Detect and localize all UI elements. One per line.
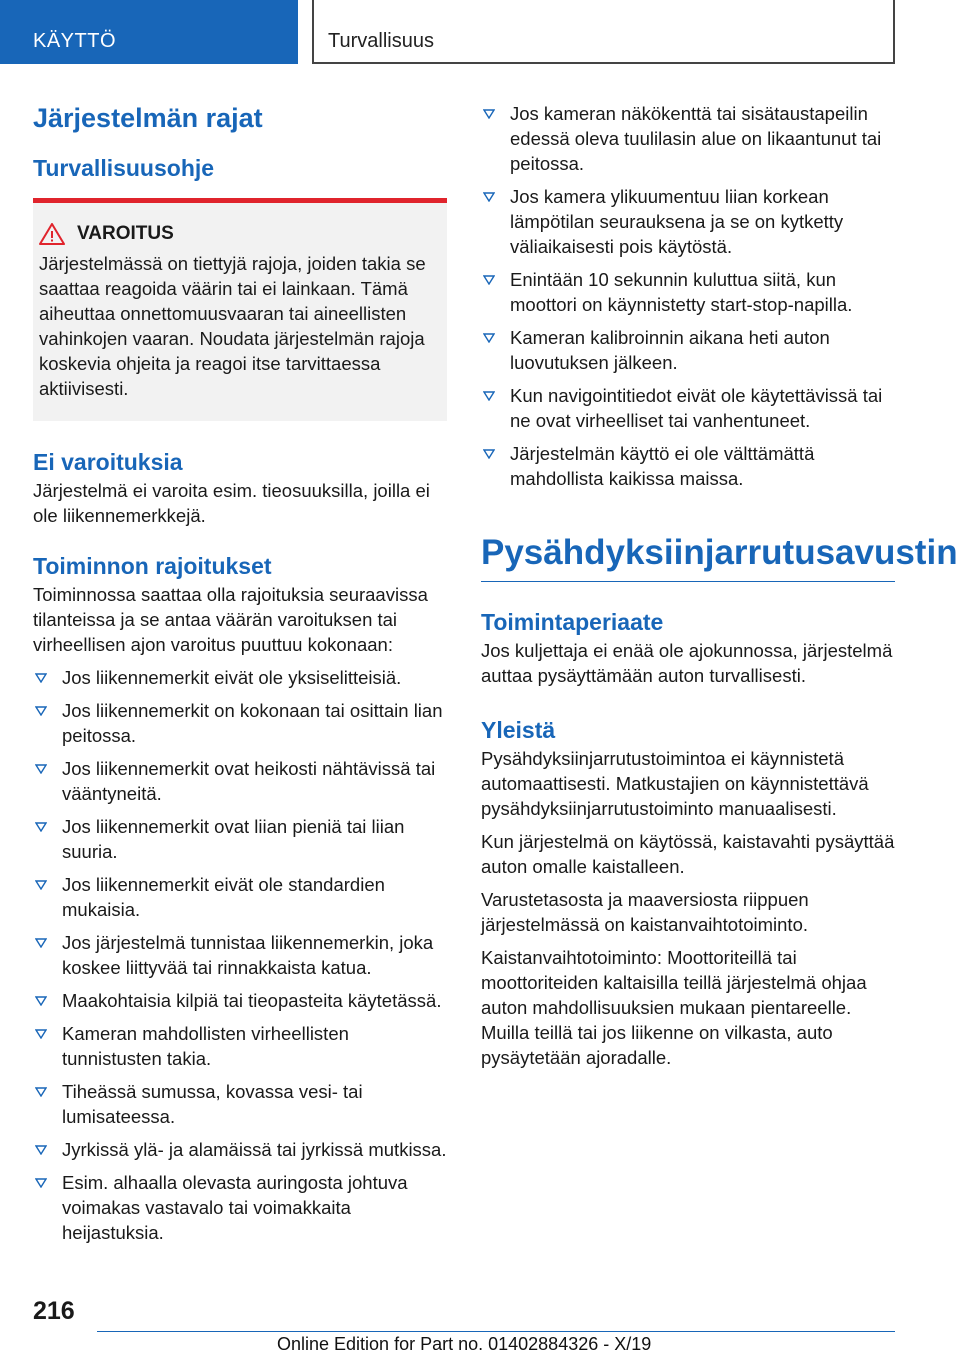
triangle-bullet-icon — [35, 1178, 47, 1188]
edition-note: Online Edition for Part no. 01402884326 - X/19 — [277, 1334, 652, 1354]
list-item: Maakohtaisia kilpiä tai tieopasteita käytetässä. — [33, 988, 447, 1013]
footer-divider — [97, 1331, 895, 1332]
warning-text: Järjestelmässä on tiettyjä rajoja, joiden takia se saattaa reagoida väärin tai ei lainkaan. Tämä aiheuttaa onnettomuusvaaran tai aineellisten vahinkojen vaaran. Noudata järjestelmän rajoja koskevia ohjeita ja reagoi itse tarvittaessa aktiivisesti. — [39, 253, 426, 399]
general-paragraph: Pysähdyksiinjarrutustoimintoa ei käynnistetä automaattisesti. Matkustajien on käynnistettävä pysähdyksiinjarrutustoiminto manuaalisesti. — [481, 748, 869, 819]
warning-box — [33, 198, 447, 421]
limits-list — [33, 665, 447, 1245]
triangle-bullet-icon — [35, 996, 47, 1006]
list-item: Jos liikennemerkit ovat heikosti nähtävissä tai vääntyneitä. — [33, 756, 447, 806]
limits-heading: Toiminnon rajoitukset — [33, 553, 272, 579]
header-section-label: KÄYTTÖ — [0, 0, 298, 64]
no-warnings-text: Järjestelmä ei varoita esim. tieosuuksilla, joilla ei ole liikennemerkkejä. — [33, 480, 430, 526]
principle-text: Jos kuljettaja ei enää ole ajokunnossa, järjestelmä auttaa pysäyttämään auton turvallisesti. — [481, 640, 893, 686]
principle-heading: Toimintaperiaate — [481, 609, 664, 635]
feature-title: Pysähdyksiinjarrutusavustin — [481, 531, 895, 582]
limits-list-continued — [481, 101, 895, 491]
no-warnings-heading: Ei varoituksia — [33, 449, 183, 475]
list-item: Esim. alhaalla olevasta auringosta johtuva voimakas vastavalo tai voimakkaita heijastuksia. — [33, 1170, 447, 1245]
triangle-bullet-icon — [35, 880, 47, 890]
list-item: Tiheässä sumussa, kovassa vesi- tai lumisateessa. — [33, 1079, 447, 1129]
triangle-bullet-icon — [483, 275, 495, 285]
list-item: Enintään 10 sekunnin kuluttua siitä, kun moottori on käynnistetty start-stop-napilla. — [481, 267, 895, 317]
warning-heading: VAROITUS — [77, 223, 174, 244]
page-number: 216 — [33, 1297, 75, 1325]
list-item: Jyrkissä ylä- ja alamäissä tai jyrkissä mutkissa. — [33, 1137, 447, 1162]
triangle-bullet-icon — [483, 449, 495, 459]
triangle-bullet-icon — [483, 333, 495, 343]
header-topic-label: Turvallisuus — [312, 0, 895, 64]
safety-subtitle: Turvallisuusohje — [33, 155, 215, 181]
list-item: Jos kamera ylikuumentuu liian korkean lämpötilan seurauksena ja se on kytketty väliaikaisesti pois käytöstä. — [481, 184, 895, 259]
list-item: Kameran mahdollisten virheellisten tunnistusten takia. — [33, 1021, 447, 1071]
triangle-bullet-icon — [483, 109, 495, 119]
general-paragraph: Varustetasosta ja maaversiosta riippuen järjestelmässä on kaistanvaihtotoiminto. — [481, 889, 809, 935]
triangle-bullet-icon — [35, 706, 47, 716]
list-item: Jos järjestelmä tunnistaa liikennemerkin, joka koskee liittyvää tai rinnakkaista katua. — [33, 930, 447, 980]
general-heading: Yleistä — [481, 717, 556, 743]
triangle-bullet-icon — [35, 764, 47, 774]
list-item: Kun navigointitiedot eivät ole käytettävissä tai ne ovat virheelliset tai vanhentuneet. — [481, 383, 895, 433]
triangle-bullet-icon — [35, 1087, 47, 1097]
list-item: Jos kameran näkökenttä tai sisätaustapeilin edessä oleva tuulilasin alue on likaantunut tai peitossa. — [481, 101, 895, 176]
general-paragraph: Kun järjestelmä on käytössä, kaistavahti pysäyttää auton omalle kaistalleen. — [481, 831, 895, 877]
list-item: Jos liikennemerkit eivät ole yksiselitteisiä. — [33, 665, 447, 690]
general-paragraph: Kaistanvaihtotoiminto: Moottoriteillä tai moottoriteiden kaltaisilla teillä järjestelmä ohjaa auton mahdollisuuksien mukaan pientareelle. Muilla teillä tai jos liikenne on vilkasta, auto pysäytetään ajoradalle. — [481, 947, 867, 1068]
triangle-bullet-icon — [483, 391, 495, 401]
triangle-bullet-icon — [35, 673, 47, 683]
triangle-bullet-icon — [35, 938, 47, 948]
section-title: Järjestelmän rajat — [33, 103, 263, 133]
list-item: Jos liikennemerkit eivät ole standardien mukaisia. — [33, 872, 447, 922]
warning-header — [39, 223, 435, 245]
triangle-bullet-icon — [35, 822, 47, 832]
triangle-bullet-icon — [483, 192, 495, 202]
triangle-bullet-icon — [35, 1145, 47, 1155]
list-item: Jos liikennemerkit on kokonaan tai osittain lian peitossa. — [33, 698, 447, 748]
warning-triangle-icon — [39, 223, 65, 245]
left-column — [33, 100, 447, 1245]
triangle-bullet-icon — [35, 1029, 47, 1039]
list-item: Järjestelmän käyttö ei ole välttämättä mahdollista kaikissa maissa. — [481, 441, 895, 491]
right-column — [481, 101, 958, 1070]
list-item: Jos liikennemerkit ovat liian pieniä tai liian suuria. — [33, 814, 447, 864]
limits-intro: Toiminnossa saattaa olla rajoituksia seuraavissa tilanteissa ja se antaa väärän varoituksen tai virheellisen ajon varoitus puuttuu kokonaan: — [33, 584, 428, 655]
list-item: Kameran kalibroinnin aikana heti auton luovutuksen jälkeen. — [481, 325, 895, 375]
